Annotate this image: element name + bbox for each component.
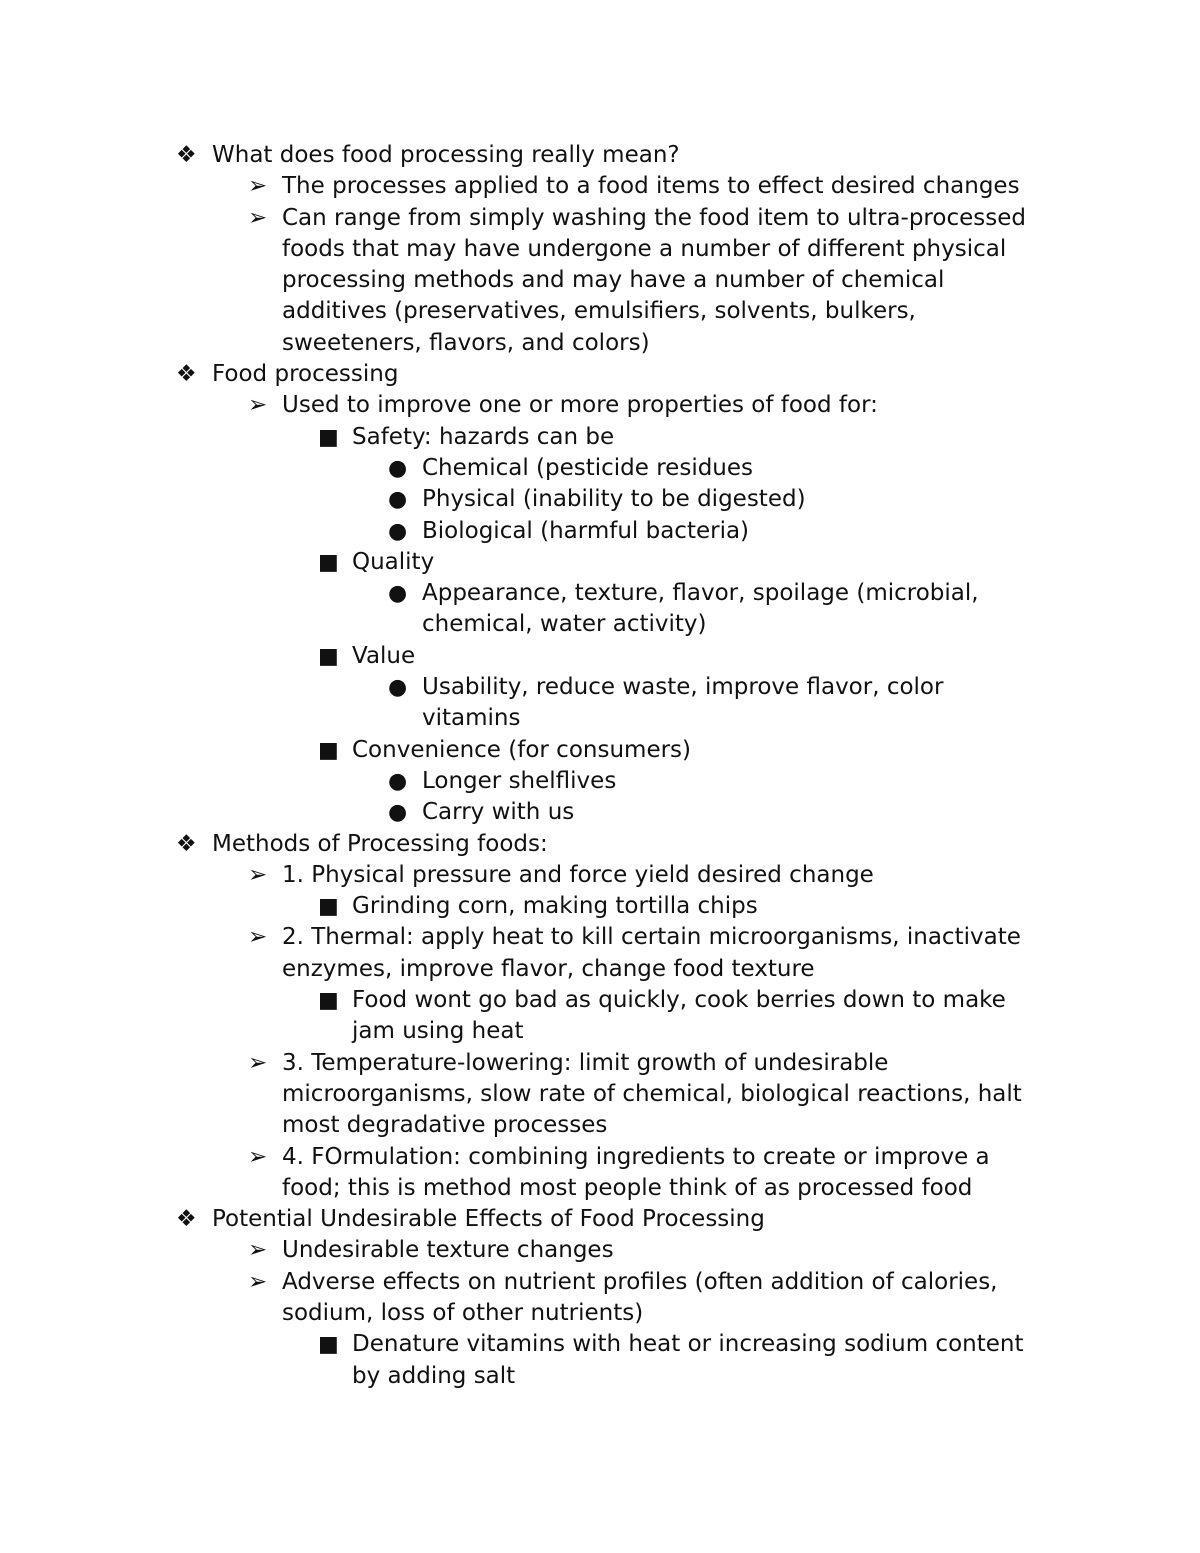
outline-item [388, 453, 1046, 484]
arrow-bullet-icon: ➢ [248, 1268, 268, 1295]
outline-item [318, 985, 1046, 1048]
diamond-bullet-icon: ❖ [176, 1206, 197, 1233]
outline-item-text: Food processing [212, 361, 399, 388]
outline-item [176, 829, 1046, 860]
square-bullet-icon: ■ [318, 894, 339, 920]
outline-item [248, 860, 1046, 891]
circle-bullet-icon: ● [388, 455, 408, 481]
square-bullet-icon: ■ [318, 549, 339, 575]
outline-item-text: Quality [352, 548, 435, 575]
outline-item-text: Food wont go bad as quickly, cook berries down to make jam using heat [352, 987, 1006, 1045]
outline-item-text: Longer shelflives [422, 767, 617, 794]
arrow-bullet-icon: ➢ [248, 1237, 268, 1264]
arrow-bullet-icon: ➢ [248, 1143, 268, 1170]
outline-item-text: Convenience (for consumers) [352, 736, 692, 763]
outline-item [388, 578, 1046, 641]
outline-item-text: Grinding corn, making tortilla chips [352, 893, 758, 920]
outline-item-text: Adverse effects on nutrient profiles (often addition of calories, sodium, loss of other nutrients) [282, 1268, 998, 1326]
arrow-bullet-icon: ➢ [248, 173, 268, 200]
outline-item [248, 390, 1046, 421]
square-bullet-icon: ■ [318, 643, 339, 669]
arrow-bullet-icon: ➢ [248, 1049, 268, 1076]
diamond-bullet-icon: ❖ [176, 361, 197, 388]
outline-item-text: Denature vitamins with heat or increasing sodium content by adding salt [352, 1331, 1024, 1389]
outline-item [388, 766, 1046, 797]
outline-item-text: Potential Undesirable Effects of Food Processing [212, 1206, 765, 1233]
outline-item-text: Carry with us [422, 799, 575, 826]
outline-item [248, 1142, 1046, 1205]
outline-item [388, 797, 1046, 828]
outline-item [176, 140, 1046, 171]
circle-bullet-icon: ● [388, 768, 408, 794]
outline-item-text: What does food processing really mean? [212, 142, 680, 168]
outline-item [248, 922, 1046, 985]
arrow-bullet-icon: ➢ [248, 392, 268, 419]
outline-item [318, 735, 1046, 766]
outline-item [248, 1048, 1046, 1142]
outline-item [318, 641, 1046, 672]
outline-item [318, 1329, 1046, 1392]
circle-bullet-icon: ● [388, 487, 408, 513]
outline-item-text: 3. Temperature-lowering: limit growth of undesirable microorganisms, slow rate of chemical, biological reactions, halt most degradative processes [282, 1049, 1022, 1139]
notes-outline [176, 140, 1046, 1392]
outline-item [318, 891, 1046, 922]
arrow-bullet-icon: ➢ [248, 204, 268, 231]
outline-item-text: Biological (harmful bacteria) [422, 517, 750, 544]
outline-item-text: Value [352, 642, 416, 669]
outline-item-text: Safety: hazards can be [352, 423, 615, 450]
outline-item-text: Physical (inability to be digested) [422, 486, 806, 513]
arrow-bullet-icon: ➢ [248, 924, 268, 951]
square-bullet-icon: ■ [318, 1332, 339, 1358]
outline-item [318, 422, 1046, 453]
outline-item-text: Methods of Processing foods: [212, 830, 548, 857]
outline-item [248, 203, 1046, 359]
outline-item-text: Appearance, texture, flavor, spoilage (microbial, chemical, water activity) [422, 580, 979, 638]
circle-bullet-icon: ● [388, 675, 408, 701]
outline-item-text: 1. Physical pressure and force yield desired change [282, 861, 874, 888]
circle-bullet-icon: ● [388, 581, 408, 607]
outline-item-text: 4. FOrmulation: combining ingredients to create or improve a food; this is method most people think of as processed food [282, 1143, 990, 1201]
outline-item-text: Can range from simply washing the food item to ultra-processed foods that may have undergone a number of different physical processing methods and may have a number of chemical additives (preservatives, emulsifiers, solvents, bulkers, sweeteners, flavors, and colors) [282, 204, 1026, 356]
outline-item [248, 1235, 1046, 1266]
outline-item [176, 359, 1046, 390]
outline-item [248, 171, 1046, 202]
circle-bullet-icon: ● [388, 518, 408, 544]
outline-item-text: Used to improve one or more properties of food for: [282, 392, 878, 419]
square-bullet-icon: ■ [318, 424, 339, 450]
arrow-bullet-icon: ➢ [248, 861, 268, 888]
circle-bullet-icon: ● [388, 800, 408, 826]
outline-item [388, 672, 1046, 735]
outline-item [248, 1267, 1046, 1330]
outline-item [176, 1204, 1046, 1235]
outline-item-text: Usability, reduce waste, improve flavor, color vitamins [422, 674, 944, 732]
outline-item-text: The processes applied to a food items to effect desired changes [282, 173, 1020, 200]
square-bullet-icon: ■ [318, 988, 339, 1014]
outline-item-text: 2. Thermal: apply heat to kill certain microorganisms, inactivate enzymes, improve flavor, change food texture [282, 924, 1021, 982]
outline-item [388, 516, 1046, 547]
outline-item-text: Undesirable texture changes [282, 1237, 614, 1264]
square-bullet-icon: ■ [318, 737, 339, 763]
outline-item [318, 547, 1046, 578]
diamond-bullet-icon: ❖ [176, 830, 197, 857]
outline-item-text: Chemical (pesticide residues [422, 454, 754, 481]
diamond-bullet-icon: ❖ [176, 142, 197, 168]
outline-item [388, 484, 1046, 515]
